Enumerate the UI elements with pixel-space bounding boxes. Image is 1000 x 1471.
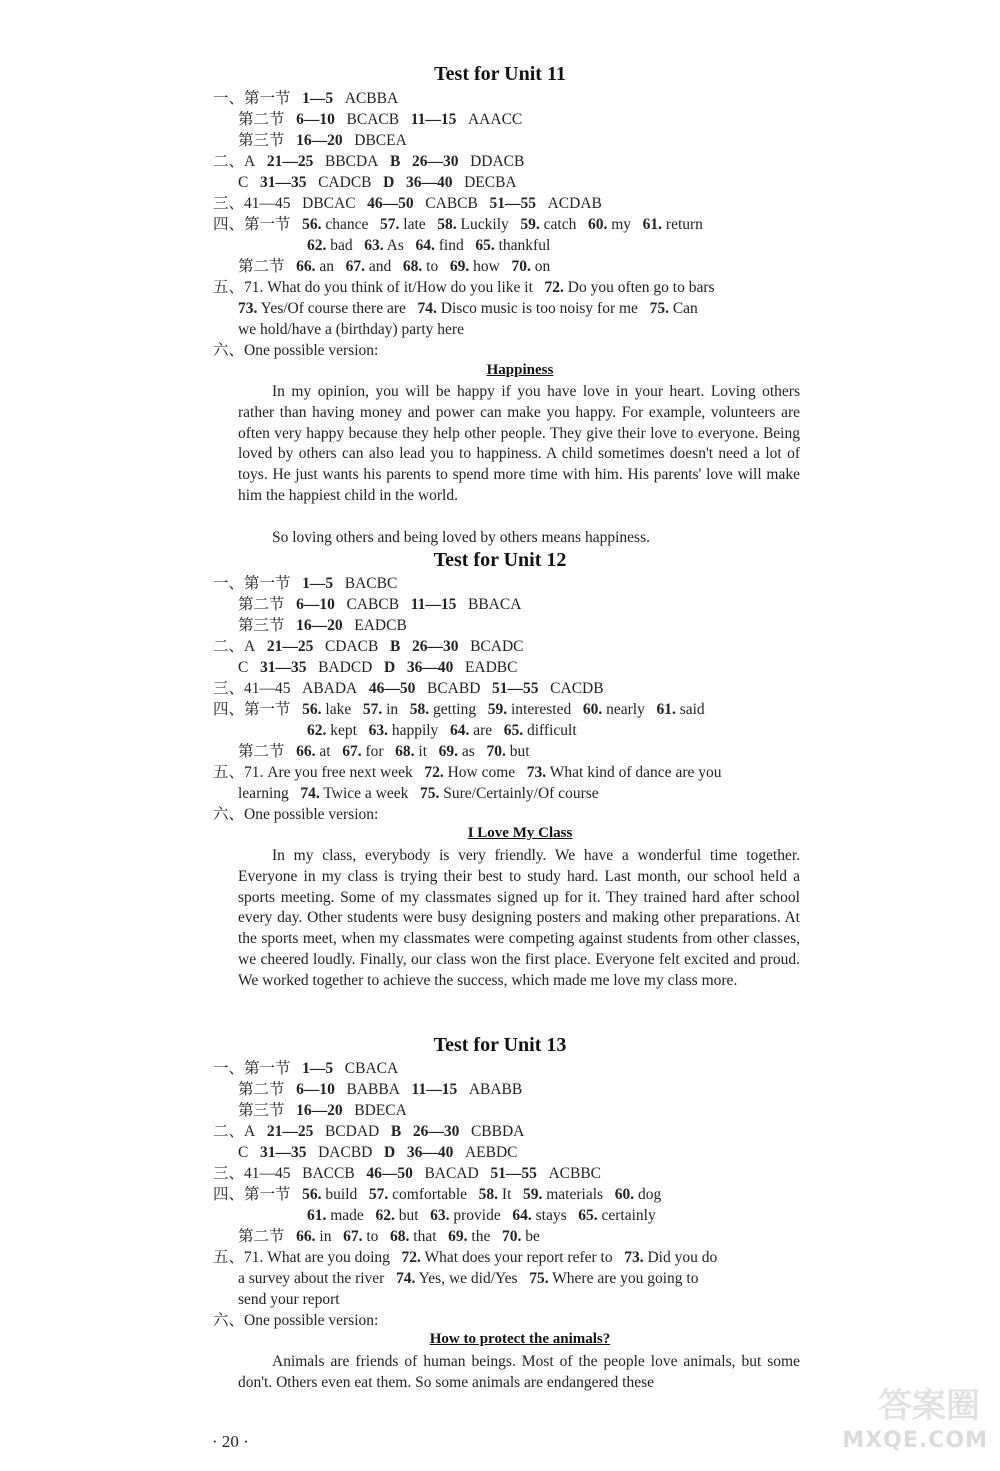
essay-paragraph: In my class, everybody is very friendly. We have a wonderful time together. Everyone in my class is trying their best to study hard. Last month, our school held a sports meeting. Some of my classmates signed up for it. They trained hard after school every day. Other students were busy designing posters and making other preparations. At the sports meet, when my classmates were competing against students from other classes, we cheered loudly. Finally, our class won the first place. Everyone felt excited and proud. We worked together to achieve the success, which made me love my class more. xyxy=(238,847,800,989)
answer-line: 六、One possible version: xyxy=(213,342,379,359)
answer-line: 四、第一节 56. build 57. comfortable 58. It 59. materials 60. dog xyxy=(213,1186,662,1203)
answer-line: 第二节 66. in 67. to 68. that 69. the 70. be xyxy=(238,1228,540,1245)
page-number: · 20 · xyxy=(212,1432,249,1451)
watermark-text: MXQE.COM xyxy=(842,1428,988,1453)
answer-line: 第二节 66. at 67. for 68. it 69. as 70. but xyxy=(238,743,530,760)
answer-line: 四、第一节 56. chance 57. late 58. Luckily 59. catch 60. my 61. return xyxy=(213,216,703,233)
answer-line: 第三节 16—20 BDECA xyxy=(238,1102,407,1119)
answer-line: C 31—35 DACBD D 36—40 AEBDC xyxy=(238,1144,518,1161)
answer-line: 三、41—45 DBCAC 46—50 CABCB 51—55 ACDAB xyxy=(213,195,602,212)
answer-line: 五、71. Are you free next week 72. How come 73. What kind of dance are you xyxy=(213,764,722,781)
unit-13-title: Test for Unit 13 xyxy=(433,1034,567,1056)
answer-line: a survey about the river 74. Yes, we did/Yes 75. Where are you going to xyxy=(238,1270,699,1287)
essay-paragraph: Animals are friends of human beings. Most of the people love animals, but some don't. Others even eat them. So some animals are endangered these xyxy=(238,1353,800,1391)
answer-line: 四、第一节 56. lake 57. in 58. getting 59. interested 60. nearly 61. said xyxy=(213,701,705,718)
answer-line: 62. bad 63. As 64. find 65. thankful xyxy=(307,237,551,254)
answer-line: 第三节 16—20 EADCB xyxy=(238,617,407,634)
essay-title: Happiness xyxy=(486,362,554,378)
answer-line: 第二节 66. an 67. and 68. to 69. how 70. on xyxy=(238,258,551,275)
answer-line: 三、41—45 ABADA 46—50 BCABD 51—55 CACDB xyxy=(213,680,604,697)
unit-12-title: Test for Unit 12 xyxy=(433,549,567,571)
answer-line: 第二节 6—10 BABBA 11—15 ABABB xyxy=(238,1081,523,1098)
answer-line: 一、第一节 1—5 BACBC xyxy=(213,575,398,592)
answer-line: C 31—35 CADCB D 36—40 DECBA xyxy=(238,174,517,191)
answer-line: we hold/have a (birthday) party here xyxy=(238,321,464,338)
answer-line: 三、41—45 BACCB 46—50 BACAD 51—55 ACBBC xyxy=(213,1165,602,1182)
answer-line: send your report xyxy=(238,1291,340,1308)
answer-line: 五、71. What are you doing 72. What does your report refer to 73. Did you do xyxy=(213,1249,718,1266)
unit-11-title: Test for Unit 11 xyxy=(434,63,566,85)
answer-line: learning 74. Twice a week 75. Sure/Certainly/Of course xyxy=(238,785,599,802)
essay-title: I Love My Class xyxy=(467,825,573,841)
answer-line: C 31—35 BADCD D 36—40 EADBC xyxy=(238,659,518,676)
answer-line: 62. kept 63. happily 64. are 65. difficult xyxy=(307,722,577,739)
essay-paragraph: In my opinion, you will be happy if you have love in your heart. Loving others rather than having money and power can make you happy. For example, volunteers are often very happy because they help other people. They give their love to everyone. Being loved by others can also lead you to happiness. A child sometimes doesn't need a lot of toys. He just wants his parents to spend more time with him. His parents' love will make him the happiest child in the world. xyxy=(238,383,800,504)
essay-title: How to protect the animals? xyxy=(429,1331,611,1347)
answer-line: 二、A 21—25 BCDAD B 26—30 CBBDA xyxy=(213,1123,525,1140)
answer-line: 五、71. What do you think of it/How do you like it 72. Do you often go to bars xyxy=(213,279,715,296)
answer-line: 六、One possible version: xyxy=(213,806,379,823)
answer-line: 第二节 6—10 BCACB 11—15 AAACC xyxy=(238,111,523,128)
essay-paragraph: So loving others and being loved by others means happiness. xyxy=(272,529,650,546)
answer-line: 一、第一节 1—5 ACBBA xyxy=(213,90,399,107)
answer-line: 第二节 6—10 CABCB 11—15 BBACA xyxy=(238,596,522,613)
watermark-cjk: 答案圈 xyxy=(878,1386,980,1426)
answer-line: 一、第一节 1—5 CBACA xyxy=(213,1060,399,1077)
answer-line: 二、A 21—25 BBCDA B 26—30 DDACB xyxy=(213,153,525,170)
answer-line: 六、One possible version: xyxy=(213,1312,379,1329)
answer-line: 73. Yes/Of course there are 74. Disco music is too noisy for me 75. Can xyxy=(238,300,698,317)
answer-line: 61. made 62. but 63. provide 64. stays 65. certainly xyxy=(307,1207,656,1224)
watermark-logo xyxy=(798,1373,998,1463)
answer-line: 二、A 21—25 CDACB B 26—30 BCADC xyxy=(213,638,524,655)
answer-line: 第三节 16—20 DBCEA xyxy=(238,132,407,149)
